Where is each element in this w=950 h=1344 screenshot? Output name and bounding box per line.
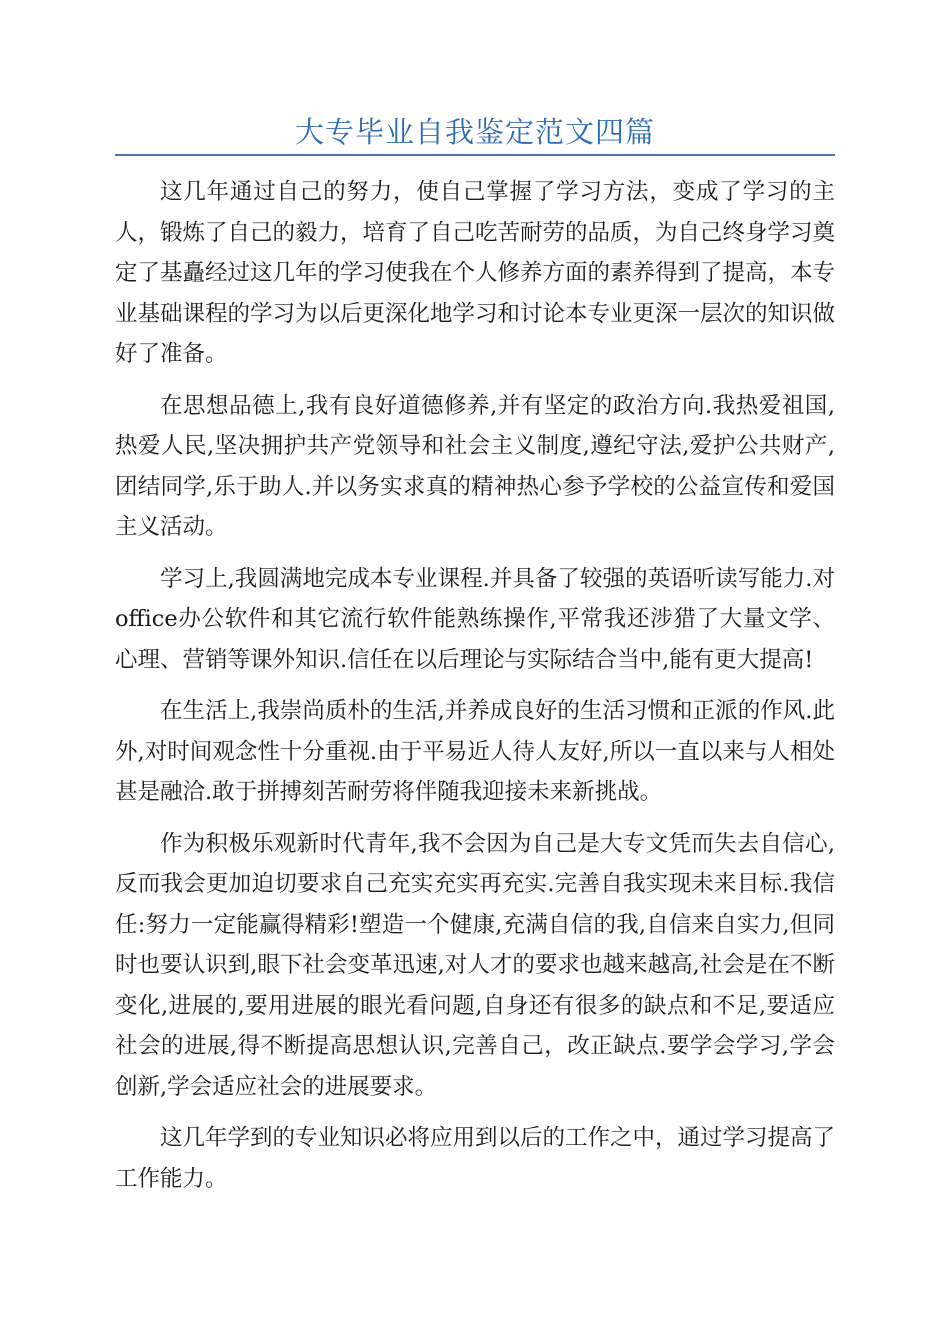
paragraph-2: 在思想品德上,我有良好道德修养,并有坚定的政治方向.我热爱祖国,热爱人民,坚决拥护共产党领导和社会主义制度,遵纪守法,爱护公共财产,团结同学,乐于助人.并以务实求真的精神热心参予学校的公益宣传和爱国主义活动。 bbox=[115, 392, 835, 540]
paragraph-5: 作为积极乐观新时代青年,我不会因为自己是大专文凭而失去自信心,反而我会更加迫切要求自己充实充实再充实.完善自我实现未来目标.我信任:努力一定能赢得精彩!塑造一个健康,充满自信的我,自信来自实力,但同时也要认识到,眼下社会变革迅速,对人才的要求也越来越高,社会是在不断变化,进展的,要用进展的眼光看问题,自身还有很多的缺点和不足,要适应社会的进展,得不断提高思想认识,完善自己，改正缺点.要学会学习,学会创新,学会适应社会的进展要求。 bbox=[115, 830, 835, 1100]
title-underline bbox=[115, 154, 835, 156]
paragraph-6: 这几年学到的专业知识必将应用到以后的工作之中，通过学习提高了工作能力。 bbox=[115, 1125, 836, 1192]
document-body bbox=[115, 172, 835, 1210]
paragraph-1: 这几年通过自己的努力，使自己掌握了学习方法，变成了学习的主人，锻炼了自己的毅力，培育了自己吃苦耐劳的品质，为自己终身学习奠定了基矗经过这几年的学习使我在个人修养方面的素养得到了提高，本专业基础课程的学习为以后更深化地学习和讨论本专业更深一层次的知识做好了准备。 bbox=[115, 179, 836, 367]
paragraph-3: 学习上,我圆满地完成本专业课程.并具备了较强的英语听读写能力.对office办公软件和其它流行软件能熟练操作,平常我还涉猎了大量文学、心理、营销等课外知识.信任在以后理论与实际结合当中,能有更大提高! bbox=[115, 565, 835, 673]
paragraph-4: 在生活上,我崇尚质朴的生活,并养成良好的生活习惯和正派的作风.此外,对时间观念性十分重视.由于平易近人待人友好,所以一直以来与人相处甚是融洽.敢于拼搏刻苦耐劳将伴随我迎接未来新挑战。 bbox=[115, 698, 835, 805]
document-title: 大专毕业自我鉴定范文四篇 bbox=[294, 115, 655, 149]
